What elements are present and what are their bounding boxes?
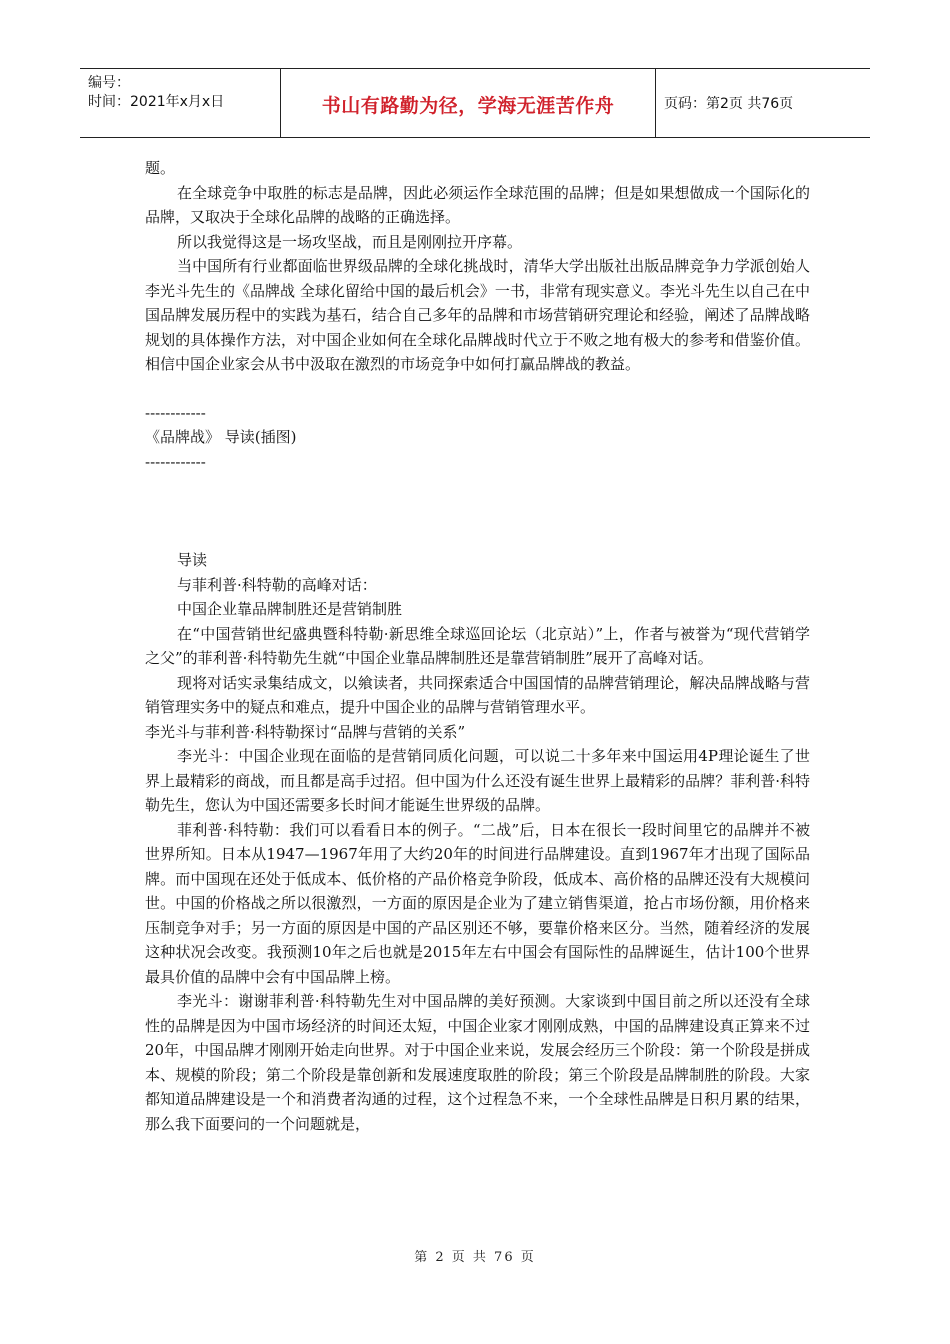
motto-text: 书山有路勤为径，学海无涯苦作舟 xyxy=(321,95,615,117)
header-table xyxy=(80,68,870,138)
page-footer: 第 2 页 共 76 页 xyxy=(414,1250,536,1265)
header-meta-cell xyxy=(80,69,281,137)
paragraph: 在全球竞争中取胜的标志是品牌，因此必须运作全球范围的品牌；但是如果想做成一个国际化的品牌，又取决于全球化品牌的战略的正确选择。 xyxy=(145,183,810,226)
paragraph: 菲利普·科特勒：我们可以看看日本的例子。“二战”后，日本在很长一段时间里它的品牌并不被世界所知。日本从1947—1967年用了大约20年的时间进行品牌建设。直到1967年才出现了国际品牌。而中国现在还处于低成本、低价格的产品价格竞争阶段，低成本、高价格的品牌还没有大规模问世。中国的价格战之所以很激烈，一方面的原因是企业为了建立销售渠道，抢占市场份额，用价格来压制竞争对手；另一方面的原因是中国的产品区别还不够，要靠价格来区分。当然，随着经济的发展这种状况会改变。我预测10年之后也就是2015年左右中国会有国际性的品牌诞生，估计100个世界最具价值的品牌中会有中国品牌上榜。 xyxy=(145,820,810,986)
number-label: 编号： xyxy=(88,75,130,91)
paragraph: 现将对话实录集结成文，以飨读者，共同探索适合中国国情的品牌营销理论，解决品牌战略与营销管理实务中的疑点和难点，提升中国企业的品牌与营销管理水平。 xyxy=(145,673,810,716)
subheading: 李光斗与菲利普·科特勒探讨“品牌与营销的关系” xyxy=(145,722,466,741)
heading: 中国企业靠品牌制胜还是营销制胜 xyxy=(177,600,403,618)
page-code: 页码：第2页 共76页 xyxy=(664,96,794,112)
paragraph: 所以我觉得这是一场攻坚战，而且是刚刚拉开序幕。 xyxy=(177,232,523,251)
section-title: 《品牌战》 导读(插图) xyxy=(145,428,297,446)
paragraph: 在“中国营销世纪盛典暨科特勒·新思维全球巡回论坛（北京站）”上，作者与被誉为“现代营销学之父”的菲利普·科特勒先生就“中国企业靠品牌制胜还是靠营销制胜”展开了高峰对话。 xyxy=(145,624,810,667)
date-label: 时间：2021年x月x日 xyxy=(88,94,225,110)
paragraph: 题。 xyxy=(145,159,176,177)
document-body xyxy=(145,156,810,1136)
heading: 与菲利普·科特勒的高峰对话： xyxy=(177,575,377,594)
separator-line: ------------ xyxy=(145,403,206,422)
heading: 导读 xyxy=(177,551,208,569)
paragraph: 李光斗：谢谢菲利普·科特勒先生对中国品牌的美好预测。大家谈到中国目前之所以还没有全球性的品牌是因为中国市场经济的时间还太短，中国企业家才刚刚成熟，中国的品牌建设真正算来不过20年，中国品牌才刚刚开始走向世界。对于中国企业来说，发展会经历三个阶段：第一个阶段是拼成本、规模的阶段；第二个阶段是靠创新和发展速度取胜的阶段；第三个阶段是品牌制胜的阶段。大家都知道品牌建设是一个和消费者沟通的过程，这个过程急不来，一个全球性品牌是日积月累的结果，那么我下面要问的一个问题就是， xyxy=(145,992,810,1133)
header-page-cell xyxy=(656,69,870,137)
paragraph: 李光斗：中国企业现在面临的是营销同质化问题，可以说二十多年来中国运用4P理论诞生了世界上最精彩的商战，而且都是高手过招。但中国为什么还没有诞生世界上最精彩的品牌？菲利普·科特勒先生，您认为中国还需要多长时间才能诞生世界级的品牌。 xyxy=(145,747,810,814)
header-motto-cell xyxy=(281,69,656,137)
separator-line: ------------ xyxy=(145,452,206,471)
paragraph: 当中国所有行业都面临世界级品牌的全球化挑战时，清华大学出版社出版品牌竞争力学派创始人李光斗先生的《品牌战 全球化留给中国的最后机会》一书，非常有现实意义。李光斗先生以自己在中国品牌发展历程中的实践为基石，结合自己多年的品牌和市场营销研究理论和经验，阐述了品牌战略规划的具体操作方法，对中国企业如何在全球化品牌战时代立于不败之地有极大的参考和借鉴价值。相信中国企业家会从书中汲取在激烈的市场竞争中如何打赢品牌战的教益。 xyxy=(145,257,810,373)
